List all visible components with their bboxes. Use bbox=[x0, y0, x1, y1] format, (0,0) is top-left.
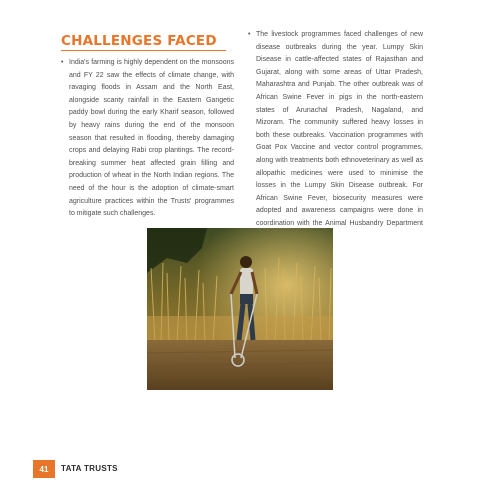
farmer-field-photo bbox=[147, 228, 333, 390]
section-heading: CHALLENGES FACED bbox=[61, 33, 217, 49]
left-bullet-item bbox=[61, 57, 234, 221]
brand-name: TATA TRUSTS bbox=[61, 464, 118, 473]
right-paragraph: The livestock programmes faced challenges of new disease outbreaks during the year. Lumpy Skin Disease in cattle-affected states of Rajasthan and Gujarat, along with some areas of Uttar Pradesh, Maharashtra and Punjab. The other outbreak was of African Swine Fever in pigs in the north-eastern states of Arunachal Pradesh, Nagaland, and Mizoram. The community suffered heavy losses in both these outbreaks. Vaccination programmes with Goat Pox Vaccine and vector control programmes, along with treatments both ethnoveterinary as well as allopathic medicines were used to minimise the losses in the Lumpy Skin Disease outbreak. For African Swine Fever, biosecurity measures were adopted and awareness campaigns were done in coordination with the Animal Husbandry Department bbox=[256, 31, 423, 227]
right-column bbox=[248, 29, 423, 243]
heading-underline bbox=[61, 50, 226, 51]
right-bullet-item bbox=[248, 29, 423, 243]
left-paragraph: India's farming is highly dependent on the monsoons and FY 22 saw the effects of climate change, with ravaging floods in Assam and the North East, alongside scanty rainfall in the Eastern Gangetic paddy bowl during the early Kharif season, followed by heavy rains during the end of the monsoon season that resulted in flooding, thereby damaging crops and delaying Rabi crop plantings. The record-breaking summer heat affected grain filling and production of wheat in the North Indian regions. The need of the hour is the adoption of climate-smart agriculture practices within the Trusts' programmes to mitigate such challenges. bbox=[69, 59, 234, 218]
page-number: 41 bbox=[33, 460, 55, 478]
bullet-marker: • bbox=[248, 31, 251, 38]
bullet-marker: • bbox=[61, 59, 64, 66]
left-column bbox=[61, 57, 234, 221]
